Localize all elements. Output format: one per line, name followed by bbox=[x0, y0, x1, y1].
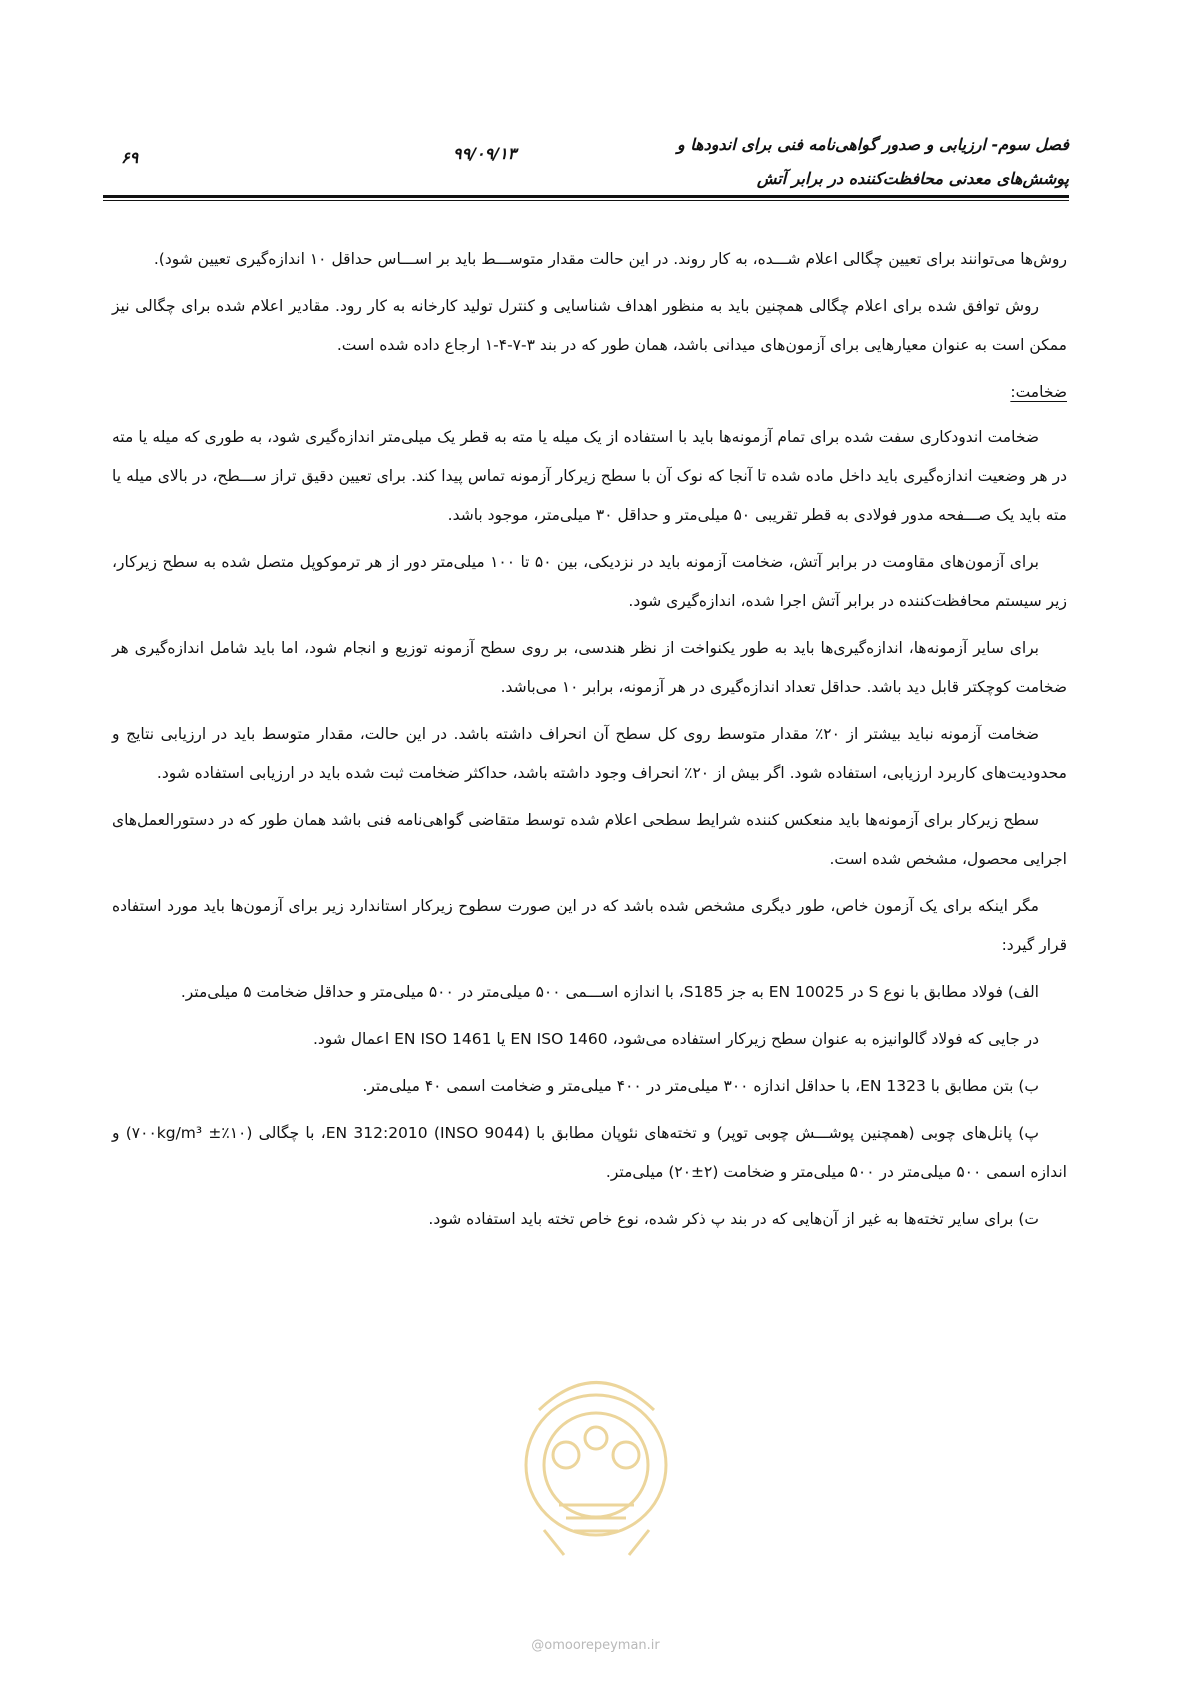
section-heading bbox=[112, 373, 1067, 412]
page-header bbox=[103, 118, 1069, 202]
paragraph: برای سایر آزمونه‌ها، اندازه‌گیری‌ها باید به طور یکنواخت از نظر هندسی، بر روی سطح آزمونه توزیع و انجام شود، اما باید شامل اندازه‌گیری هر ضخامت کوچکتر قابل دید باشد. حداقل تعداد اندازه‌گیری در هر آزمونه، برابر ۱۰ می‌باشد. bbox=[112, 639, 1067, 696]
paragraph: سطح زیرکار برای آزمونه‌ها باید منعکس کننده شرایط سطحی اعلام شده توسط متقاضی گواهی‌نامه فنی باشد همان طور که در دستورالعمل‌های اجرایی محصول، مشخص شده است. bbox=[112, 811, 1067, 868]
paragraph: مگر اینکه برای یک آزمون خاص، طور دیگری مشخص شده باشد که در این صورت سطوح زیرکار استاندارد زیر برای آزمون‌ها باید مورد استفاده قرار گیرد: bbox=[112, 897, 1067, 954]
section-heading-text: ضخامت: bbox=[1010, 383, 1067, 401]
chapter-title-line1: فصل سوم- ارزیابی و صدور گواهی‌نامه فنی برای اندودها و bbox=[677, 135, 1069, 154]
paragraph: در جایی که فولاد گالوانیزه به عنوان سطح زیرکار استفاده می‌شود، EN ISO 1460 یا EN ISO 1461 اعمال شود. bbox=[312, 1030, 1039, 1048]
list-item: ب) بتن مطابق با EN 1323، با حداقل اندازه ۳۰۰ میلی‌متر در ۴۰۰ میلی‌متر و ضخامت اسمی ۴۰ میلی‌متر. bbox=[362, 1077, 1039, 1095]
paragraph: ضخامت اندودکاری سفت شده برای تمام آزمونه‌ها باید با استفاده از یک میله یا مته به قطر یک میلی‌متر اندازه‌گیری شود، به طوری که میله یا مته در هر وضعیت اندازه‌گیری باید داخل ماده شده تا آنجا که نوک آن با سطح زیرکار آزمونه تماس پیدا کند. برای تعیین دقیق تراز ســـطح، در بالای میله یا مته باید یک صـــفحه مدور فولادی به قطر تقریبی ۵۰ میلی‌متر و حداقل ۳۰ میلی‌متر، موجود باشد. bbox=[112, 428, 1067, 524]
list-item: ت) برای سایر تخته‌ها به غیر از آن‌هایی که در بند پ ذکر شده، نوع خاص تخته باید استفاده شود. bbox=[428, 1210, 1039, 1228]
chapter-title-line2: پوشش‌های معدنی محافظت‌کننده در برابر آتش bbox=[756, 169, 1069, 188]
header-rule-thick bbox=[103, 195, 1069, 198]
paragraph: روش توافق شده برای اعلام چگالی همچنین باید به منظور اهداف شناسایی و کنترل تولید کارخانه به کار رود. مقادیر اعلام شده برای چگالی نیز ممکن است به عنوان معیارهایی برای آزمون‌های میدانی باشد، همان طور که در بند ۳-۷-۴-۱ ارجاع داده شده است. bbox=[112, 297, 1067, 354]
paragraph: برای آزمون‌های مقاومت در برابر آتش، ضخامت آزمونه باید در نزدیکی، بین ۵۰ تا ۱۰۰ میلی‌متر دور از هر ترموکوپل متصل شده به سطح زیرکار، زیر سیستم محافظت‌کننده در برابر آتش اجرا شده، اندازه‌گیری شود. bbox=[112, 553, 1067, 610]
list-item: الف) فولاد مطابق با نوع S در EN 10025 به جز S185، با اندازه اســـمی ۵۰۰ میلی‌متر در ۵۰۰ میلی‌متر و حداقل ضخامت ۵ میلی‌متر. bbox=[180, 983, 1039, 1001]
paragraph: روش‌ها می‌توانند برای تعیین چگالی اعلام شـــده، به کار روند. در این حالت مقدار متوســـط باید بر اســـاس حداقل ۱۰ اندازه‌گیری تعیین شود). bbox=[153, 250, 1067, 268]
list-item: پ) پانل‌های چوبی (همچنین پوشـــش چوبی توپر) و تخته‌های نئوپان مطابق با (INSO 9044) EN 312:2010، با چگالی (۱۰٪± ۷۰۰kg/m³) و اندازه اسمی ۵۰۰ میلی‌متر در ۵۰۰ میلی‌متر و ضخامت (۲±۲۰) میلی‌متر. bbox=[112, 1124, 1067, 1181]
header-rule-thin bbox=[103, 200, 1069, 201]
watermark-site-text: @omoorepeyman.ir bbox=[531, 1638, 660, 1653]
document-body bbox=[112, 240, 1067, 1247]
header-date: ۹۹/۰۹/۱۳ bbox=[453, 144, 517, 163]
page-number: ۶۹ bbox=[121, 148, 139, 167]
paragraph: ضخامت آزمونه نباید بیشتر از ۲۰٪ مقدار متوسط روی کل سطح آن انحراف داشته باشد. در این حالت، مقدار متوسط باید در ارزیابی نتایج و محدودیت‌های کاربرد ارزیابی، استفاده شود. اگر بیش از ۲۰٪ انحراف وجود داشته باشد، حداکثر ضخامت ثبت شده باید در ارزیابی استفاده شود. bbox=[112, 725, 1067, 782]
chapter-title bbox=[509, 128, 1069, 196]
seal-watermark-icon bbox=[504, 1340, 689, 1570]
